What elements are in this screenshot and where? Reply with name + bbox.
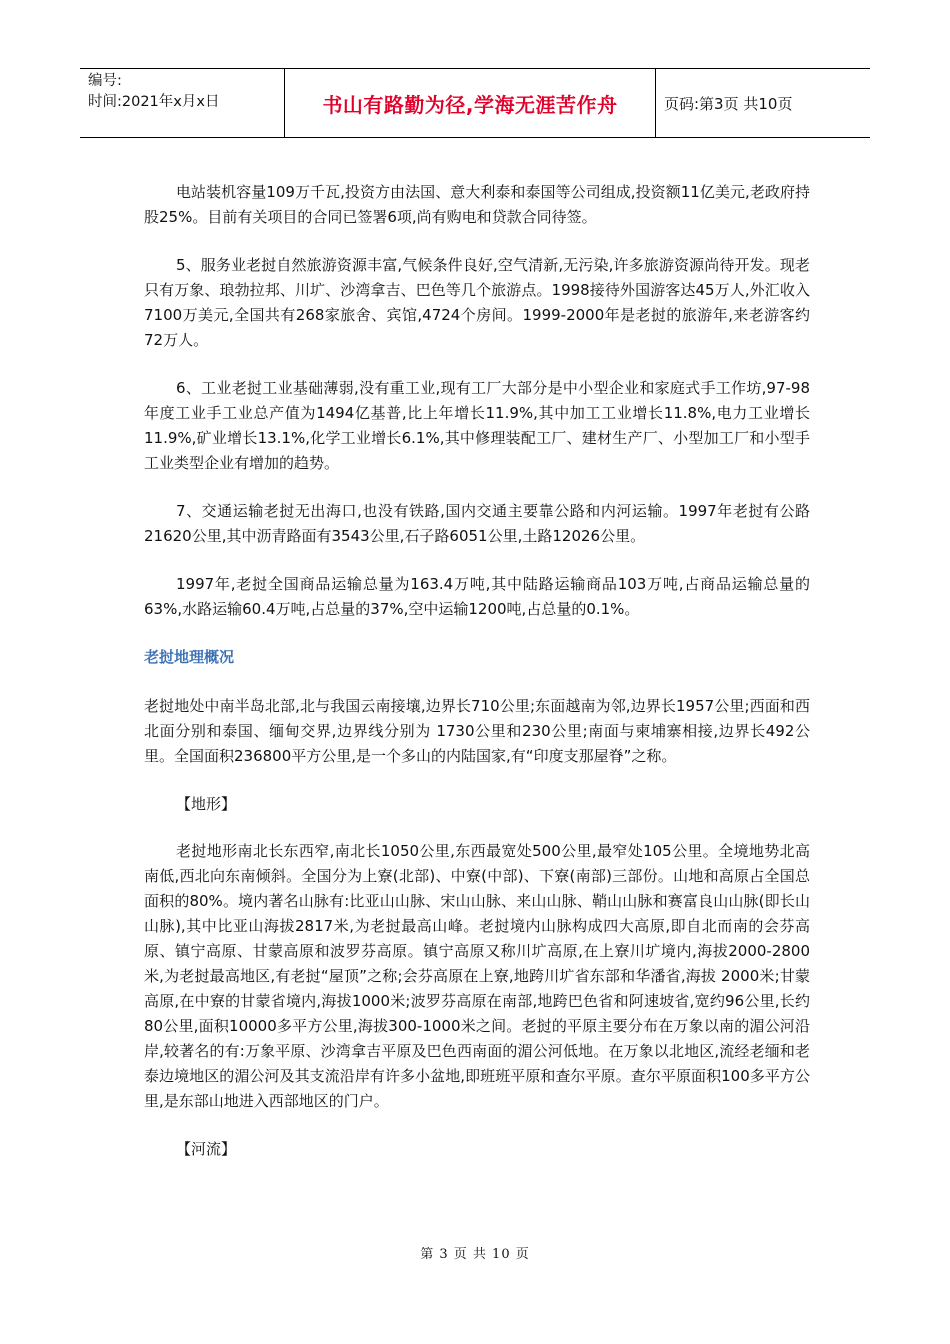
paragraph-services: 5、服务业老挝自然旅游资源丰富,气候条件良好,空气清新,无污染,许多旅游资源尚待开发。现老只有万象、琅勃拉邦、川圹、沙湾拿吉、巴色等几个旅游点。1998接待外国游客达45万人,外汇收入7100万美元,全国共有268家旅舍、宾馆,4724个房间。1999-2000年是老挝的旅游年,来老游客约72万人。: [144, 256, 810, 349]
document-code-label: 编号:: [88, 73, 122, 89]
document-time-label: 时间:2021年x月x日: [88, 94, 220, 110]
paragraph-industry: 6、工业老挝工业基础薄弱,没有重工业,现有工厂大部分是中小型企业和家庭式手工作坊,97-98年度工业手工业总产值为1494亿基普,比上年增长11.9%,其中加工工业增长11.8%,电力工业增长11.9%,矿业增长13.1%,化学工业增长6.1%,其中修理装配工厂、建材生产厂、小型加工厂和小型手工业类型企业有增加的趋势。: [144, 379, 810, 472]
paragraph-power-station: 电站装机容量109万千瓦,投资方由法国、意大利泰和泰国等公司组成,投资额11亿美元,老政府持股25%。目前有关项目的合同已签署6项,尚有购电和贷款合同待签。: [144, 183, 810, 226]
paragraph-freight: 1997年,老挝全国商品运输总量为163.4万吨,其中陆路运输商品103万吨,占商品运输总量的63%,水路运输60.4万吨,占总量的37%,空中运输1200吨,占总量的0.1%。: [144, 575, 810, 618]
paragraph-transport: 7、交通运输老挝无出海口,也没有铁路,国内交通主要靠公路和内河运输。1997年老挝有公路21620公里,其中沥青路面有3543公里,石子路6051公里,土路12026公里。: [144, 502, 810, 545]
header-meta: [80, 69, 284, 137]
section-heading-geography: 老挝地理概况: [144, 648, 235, 666]
paragraph-terrain: 老挝地形南北长东西窄,南北长1050公里,东西最宽处500公里,最窄处105公里。全境地势北高南低,西北向东南倾斜。全国分为上寮(北部)、中寮(中部)、下寮(南部)三部份。山地和高原占全国总面积的80%。境内著名山脉有:比亚山山脉、宋山山脉、来山山脉、鞘山山脉和赛富良山山脉(即长山山脉),其中比亚山海拔2817米,为老挝最高山峰。老挝境内山脉构成四大高原,即自北而南的会芬高原、镇宁高原、甘蒙高原和波罗芬高原。镇宁高原又称川圹高原,在上寮川圹境内,海拔2000-2800米,为老挝最高地区,有老挝“屋顶”之称;会芬高原在上寮,地跨川圹省东部和华潘省,海拔 2000米;甘蒙高原,在中寮的甘蒙省境内,海拔1000米;波罗芬高原在南部,地跨巴色省和阿速坡省,宽约96公里,长约80公里,面积10000多平方公里,海拔300-1000米之间。老挝的平原主要分布在万象以南的湄公河沿岸,较著名的有:万象平原、沙湾拿吉平原及巴色西南面的湄公河低地。在万象以北地区,流经老缅和老泰边境地区的湄公河及其支流沿岸有许多小盆地,即班班平原和查尔平原。查尔平原面积100多平方公里,是东部山地进入西部地区的门户。: [144, 842, 810, 1110]
subheading-rivers: 【河流】: [176, 1140, 237, 1158]
paragraph-location: 老挝地处中南半岛北部,北与我国云南接壤,边界长710公里;东面越南为邻,边界长1957公里;西面和西北面分别和泰国、缅甸交界,边界线分别为 1730公里和230公里;南面与柬埔寨相接,边界长492公里。全国面积236800平方公里,是一个多山的内陆国家,有“印度支那屋脊”之称。: [144, 697, 810, 765]
document-body: [144, 180, 810, 1184]
page-footer: 第 3 页 共 10 页: [420, 1247, 530, 1262]
header-page-label: 页码:第3页 共10页: [664, 94, 793, 113]
header-motto: 书山有路勤为径,学海无涯苦作舟: [284, 69, 656, 137]
page-header: [80, 68, 870, 138]
subheading-terrain: 【地形】: [176, 795, 237, 813]
